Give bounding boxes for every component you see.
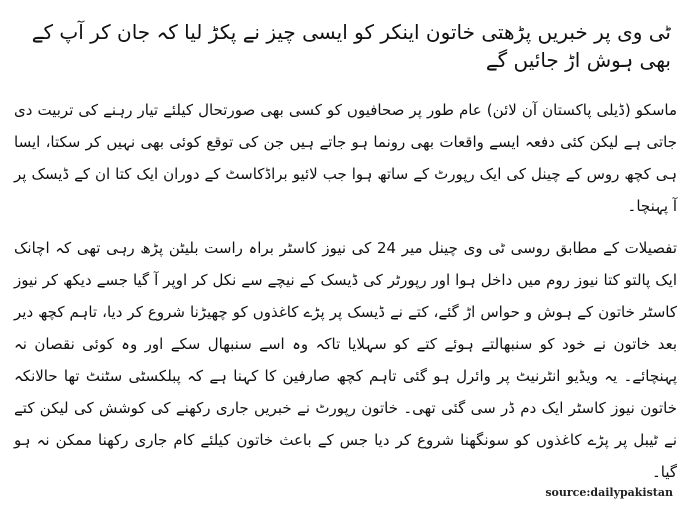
article-paragraph-1: ماسکو (ڈیلی پاکستان آن لائن) عام طور پر صحافیوں کو کسی بھی صورتحال کیلئے تیار رہنے کی تربیت دی جاتی ہے لیکن کئی دفعہ ایسے واقعات بھی رونما ہو جاتے ہیں جن کی توقع کوئی بھی نہیں کر سکتا، ایسا ہی کچھ روس کے چینل کی ایک رپورٹ کے ساتھ ہوا جب لائیو براڈکاسٹ کے دوران ایک کتا ان کے ڈیسک پر آ پہنچا۔ [14, 101, 677, 215]
source-credit: source:dailypakistan [545, 486, 673, 499]
article-paragraph-2: تفصیلات کے مطابق روسی ٹی وی چینل میر 24 کی نیوز کاسٹر براہ راست بلیٹن پڑھ رہی تھی کہ اچانک ایک پالتو کتا نیوز روم میں داخل ہوا اور رپورٹر کی ڈیسک کے نیچے سے نکل کر اوپر آ گیا جسے دیکھ کر نیوز کاسٹر خاتون کے ہوش و حواس اڑ گئے، کتے نے ڈیسک پر پڑے کاغذوں کو چھیڑنا شروع کر دیا، تاہم کچھ دیر بعد خاتون نے خود کو سنبھالتے ہوئے کتے کو سہلایا تاکہ وہ اسے سنبھال سکے اور وہ کوئی نقصان نہ پہنچائے۔ یہ ویڈیو انٹرنیٹ پر وائرل ہو گئی تاہم کچھ صارفین کا کہنا ہے کہ پبلکسٹی سٹنٹ تھا حالانکہ خاتون نیوز کاسٹر ایک دم ڈر سی گئی تھی۔ خاتون رپورٹ نے خبریں جاری رکھنے کی کوشش کی لیکن کتے نے ٹیبل پر پڑے کاغذوں کو سونگھنا شروع کر دیا جس کے باعث خاتون کیلئے کام جاری رکھنا ممکن نہ ہو گیا۔ [14, 239, 677, 481]
article-headline: ٹی وی پر خبریں پڑھتی خاتون اینکر کو ایسی چیز نے پکڑ لیا کہ جان کر آپ کے بھی ہوش اڑ جائیں گے [31, 20, 671, 72]
